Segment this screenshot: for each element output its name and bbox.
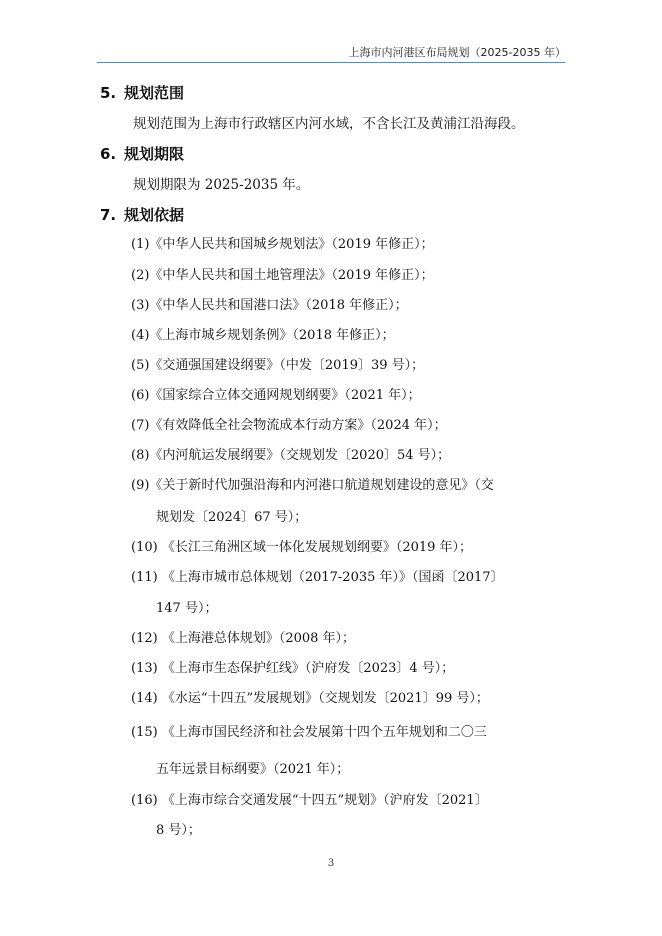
section-number: 5. (100, 84, 117, 102)
basis-item-10: (10) 《长江三角洲区域一体化发展规划纲要》（2019 年）； (131, 540, 473, 555)
section-title: 规划期限 (124, 145, 185, 163)
section-body-5: 规划范围为上海市行政辖区内河水域，不含长江及黄浦江沿海段。 (133, 116, 525, 132)
basis-item-11: (11) 《上海市城市总体规划（2017-2035 年）》（国函〔2017〕 (131, 570, 504, 585)
basis-item-11-continued: 147 号）； (156, 601, 218, 616)
page-number: 3 (327, 858, 335, 869)
basis-item-3: (3)《中华人民共和国港口法》（2018 年修正）； (131, 298, 408, 313)
section-title: 规划依据 (124, 206, 185, 224)
header-divider (97, 62, 565, 63)
basis-item-5: (5)《交通强国建设纲要》（中发〔2019〕39 号）； (131, 358, 425, 373)
basis-item-9-continued: 规划发〔2024〕67 号）； (156, 510, 308, 525)
basis-item-16: (16) 《上海市综合交通发展“十四五”规划》（沪府发〔2021〕 (131, 793, 488, 808)
basis-item-14: (14) 《水运“十四五”发展规划》（交规划发〔2021〕99 号）； (131, 691, 489, 706)
section-number: 7. (100, 206, 117, 224)
basis-item-8: (8)《内河航运发展纲要》（交规划发〔2020〕54 号）； (131, 448, 451, 463)
basis-item-4: (4)《上海市城乡规划条例》（2018 年修正）； (131, 328, 395, 343)
section-body-6: 规划期限为 2025-2035 年。 (133, 177, 310, 193)
basis-item-2: (2)《中华人民共和国土地管理法》（2019 年修正）； (131, 268, 434, 283)
basis-item-13: (13) 《上海市生态保护红线》（沪府发〔2023〕4 号）； (131, 661, 455, 676)
running-header-title: 上海市内河港区布局规划（2025-2035 年） (348, 46, 566, 59)
section-heading-5 (100, 82, 184, 103)
basis-item-15-continued: 五年远景目标纲要》（2021 年）； (156, 762, 350, 777)
basis-item-7: (7)《有效降低全社会物流成本行动方案》（2024 年）； (131, 418, 447, 433)
basis-item-12: (12) 《上海港总体规划》（2008 年）； (131, 631, 356, 646)
section-number: 6. (100, 145, 117, 163)
basis-item-16-continued: 8 号）； (156, 823, 201, 838)
basis-item-6: (6)《国家综合立体交通网规划纲要》（2021 年）； (131, 388, 421, 403)
basis-item-9: (9)《关于新时代加强沿海和内河港口航道规划建设的意见》（交 (131, 478, 494, 493)
basis-item-15: (15) 《上海市国民经济和社会发展第十四个五年规划和二〇三 (131, 725, 487, 740)
section-title: 规划范围 (124, 84, 185, 102)
section-heading-6 (100, 143, 184, 164)
basis-item-1: (1)《中华人民共和国城乡规划法》（2019 年修正）； (131, 237, 434, 252)
section-heading-7 (100, 204, 184, 225)
